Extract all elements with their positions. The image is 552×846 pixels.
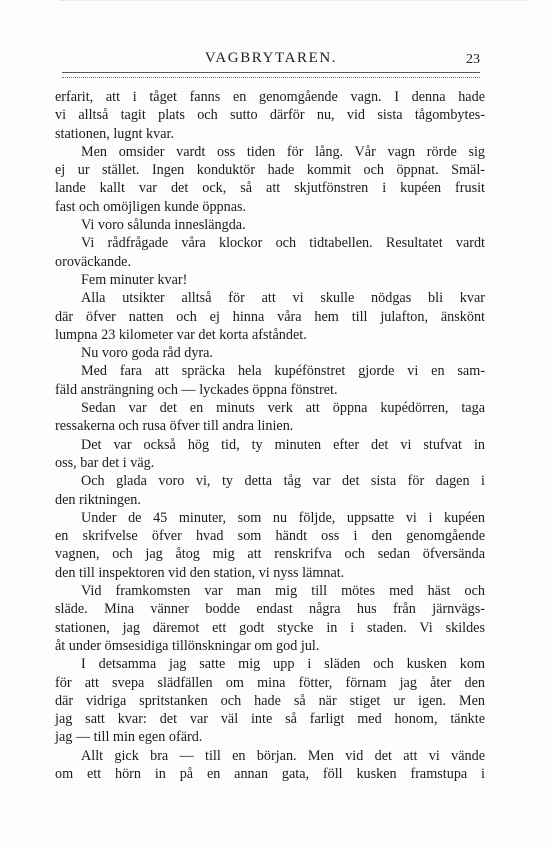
page-number: 23: [466, 52, 480, 67]
text-line: oss, bar det i väg.: [55, 454, 155, 471]
text-line: lande kallt var det ock, så att skjutfönstren i kupéen frusit: [55, 180, 485, 197]
text-line: om ett hörn in på en annan gata, föll kusken framstupa i: [55, 765, 485, 782]
text-line: lumpna 23 kilometer var det korta afståndet.: [55, 326, 307, 343]
text-line: Vid framkomsten var man mig till mötes med häst och: [81, 583, 485, 600]
text-line: vi alltså tagit plats och sutto därför nu, vid sista tågombytes-: [55, 107, 485, 124]
text-line: vagnen, och jag åtog mig att renskrifva och sedan öfversända: [55, 546, 485, 563]
text-line: Och glada voro vi, ty detta tåg var det sista för dagen i: [81, 473, 485, 490]
text-line: Det var också hög tid, ty minuten efter det vi stufvat in: [81, 436, 485, 453]
text-line: Allt gick bra — till en början. Men vid det att vi vände: [81, 747, 485, 764]
page-edge-specks: [60, 0, 530, 11]
text-line: den riktningen.: [55, 491, 141, 508]
text-line: Fem minuter kvar!: [81, 271, 188, 288]
text-line: oroväckande.: [55, 253, 132, 270]
text-line: släde. Mina vänner bodde endast några hus från järnvägs-: [55, 601, 485, 618]
text-line: för att svepa slädfällen om mina fötter, förnam jag åter den: [55, 674, 485, 691]
text-line: Men omsider vardt oss tiden för lång. Vår vagn rörde sig: [81, 143, 485, 160]
text-line: Vi voro sålunda inneslängda.: [81, 217, 246, 234]
text-line: den till inspektoren vid den station, vi nyss lämnat.: [55, 564, 345, 581]
text-line: fast och omöjligen kunde öppnas.: [55, 198, 247, 215]
text-line: åt under ömsesidiga tillönskningar om god jul.: [55, 637, 320, 654]
text-line: stationen, lugnt kvar.: [55, 125, 174, 142]
text-line: Med fara att spräcka hela kupéfönstret gjorde vi en sam-: [81, 363, 485, 380]
text-line: Vi rådfrågade våra klockor och tidtabellen. Resultatet vardt: [81, 235, 485, 252]
text-line: Under de 45 minuter, som nu följde, uppsatte vi i kupéen: [81, 509, 485, 526]
page-header: [62, 50, 480, 72]
text-line: ej ur stället. Ingen konduktör hade kommit och öppnat. Smäl-: [55, 162, 485, 179]
text-line: jag satt kvar: det var väl inte så farligt med honom, tänkte: [55, 711, 485, 728]
text-line: Nu voro goda råd dyra.: [81, 345, 213, 362]
text-line: I detsamma jag satte mig upp i släden och kusken kom: [81, 656, 485, 673]
text-line: där vidriga spritstanken och hade så när stiget ur igen. Men: [55, 692, 485, 709]
text-line: jag — till min egen ofärd.: [55, 729, 203, 746]
running-title: VAGBRYTAREN.: [204, 50, 338, 66]
text-line: erfarit, att i tåget fanns en genomgående vagn. I denna hade: [55, 89, 485, 105]
text-line: fäld ansträngning och — lyckades öppna fönstret.: [55, 381, 338, 398]
text-line: ressakerna och rusa öfver till andra linien.: [55, 418, 294, 435]
text-line: där öfver natten och ej hinna våra hem till julafton, änskönt: [55, 308, 485, 325]
text-line: en skrifvelse öfver hvad som händt oss i den genomgående: [55, 528, 485, 545]
text-line: Alla utsikter alltså för att vi skulle nödgas bli kvar: [81, 290, 485, 307]
text-line: Sedan var det en minuts verk att öppna kupédörren, taga: [81, 400, 485, 417]
body-text: [55, 88, 485, 783]
text-line: stationen, jag däremot ett godt stycke in i staden. Vi skildes: [55, 619, 485, 636]
header-rule: [62, 72, 480, 78]
